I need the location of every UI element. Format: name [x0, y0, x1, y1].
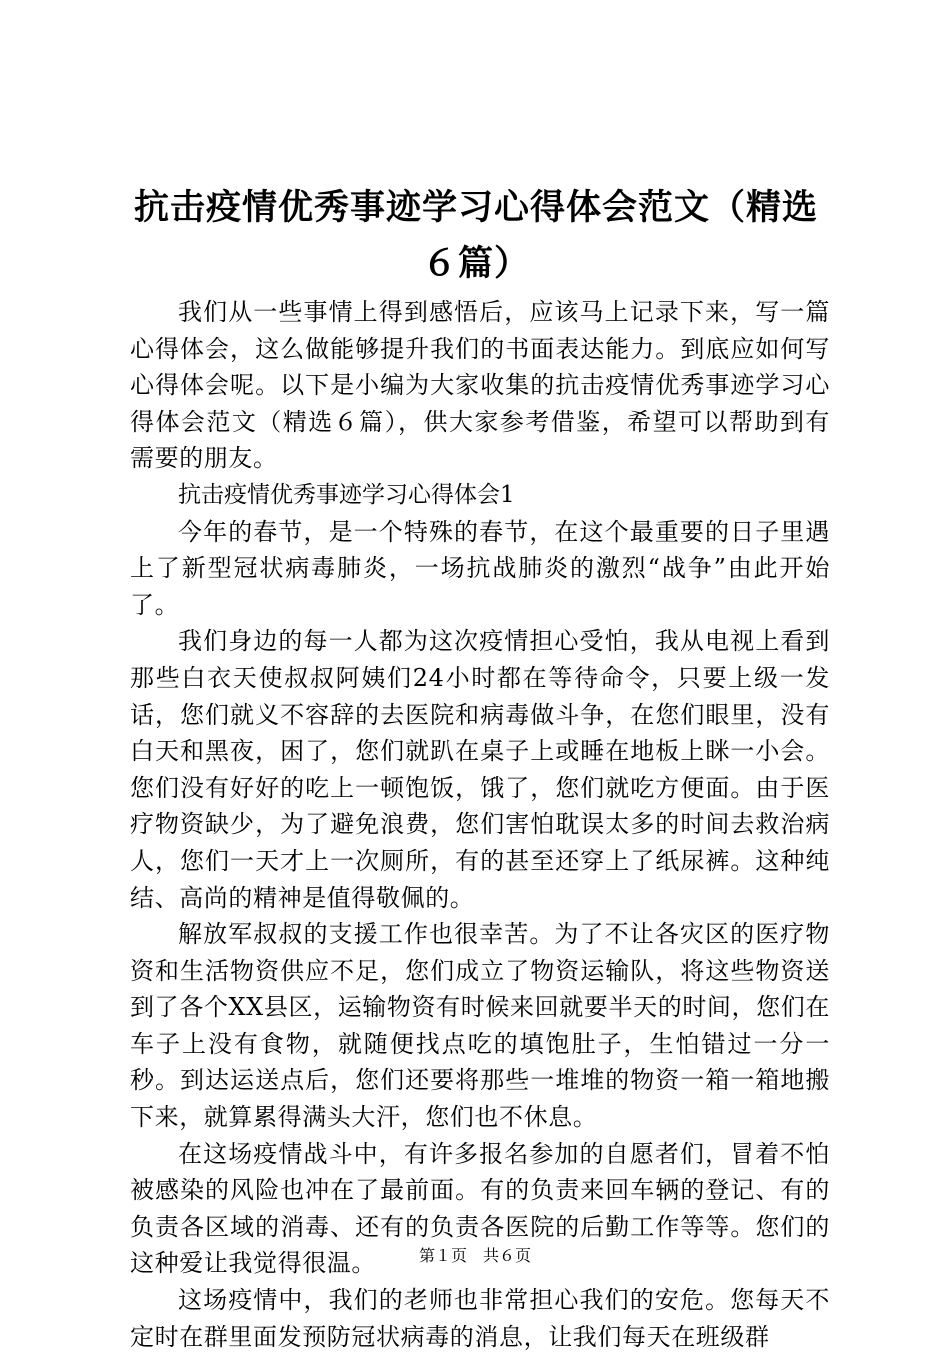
page-footer: 第１页 共６页 — [418, 1246, 531, 1265]
body-paragraph: 在这场疫情战斗中，有许多报名参加的自愿者们，冒着不怕被感染的风险也冲在了最前面。有的负责来回车辆的登记、有的负责各区域的消毒、还有的负责各医院的后勤工作等等。您们的这种爱让我觉得很温。 — [130, 1139, 830, 1278]
body-paragraph: 我们身边的每一人都为这次疫情担心受怕，我从电视上看到那些白衣天使叔叔阿姨们24小时都在等待命令，只要上级一发话，您们就义不容辞的去医院和病毒做斗争，在您们眼里，没有白天和黑夜，困了，您们就趴在桌子上或睡在地板上眯一小会。您们没有好好的吃上一顿饱饭，饿了，您们就吃方便面。由于医疗物资缺少，为了避免浪费，您们害怕耽误太多的时间去救治病人，您们一天才上一次厕所，有的甚至还穿上了纸尿裤。这种纯结、高尚的精神是值得敬佩的。 — [130, 627, 830, 912]
document-body — [130, 294, 830, 1355]
body-paragraph: 解放军叔叔的支援工作也很幸苦。为了不让各灾区的医疗物资和生活物资供应不足，您们成立了物资运输队，将这些物资送到了各个XX县区，运输物资有时候来回就要半天的时间，您们在车子上没有食物，就随便找点吃的填饱肚子，生怕错过一分一秒。到达运送点后，您们还要将那些一堆堆的物资一箱一箱地搬下来，就算累得满头大汗，您们也不休息。 — [130, 920, 830, 1132]
intro-paragraph: 我们从一些事情上得到感悟后，应该马上记录下来，写一篇心得体会，这么做能够提升我们的书面表达能力。到底应如何写心得体会呢。以下是小编为大家收集的抗击疫情优秀事迹学习心得体会范文（精选６篇），供大家参考借鉴，希望可以帮助到有需要的朋友。 — [130, 298, 830, 473]
body-paragraph: 这场疫情中，我们的老师也非常担心我们的安危。您每天不定时在群里面发预防冠状病毒的消息，让我们每天在班级群 — [130, 1286, 830, 1351]
section-heading: 抗击疫情优秀事迹学习心得体会1 — [178, 481, 515, 508]
document-title: 抗击疫情优秀事迹学习心得体会范文（精选６篇） — [133, 187, 818, 284]
body-paragraph: 今年的春节，是一个特殊的春节，在这个最重要的日子里遇上了新型冠状病毒肺炎，一场抗战肺炎的激烈“战争”由此开始了。 — [130, 517, 830, 619]
